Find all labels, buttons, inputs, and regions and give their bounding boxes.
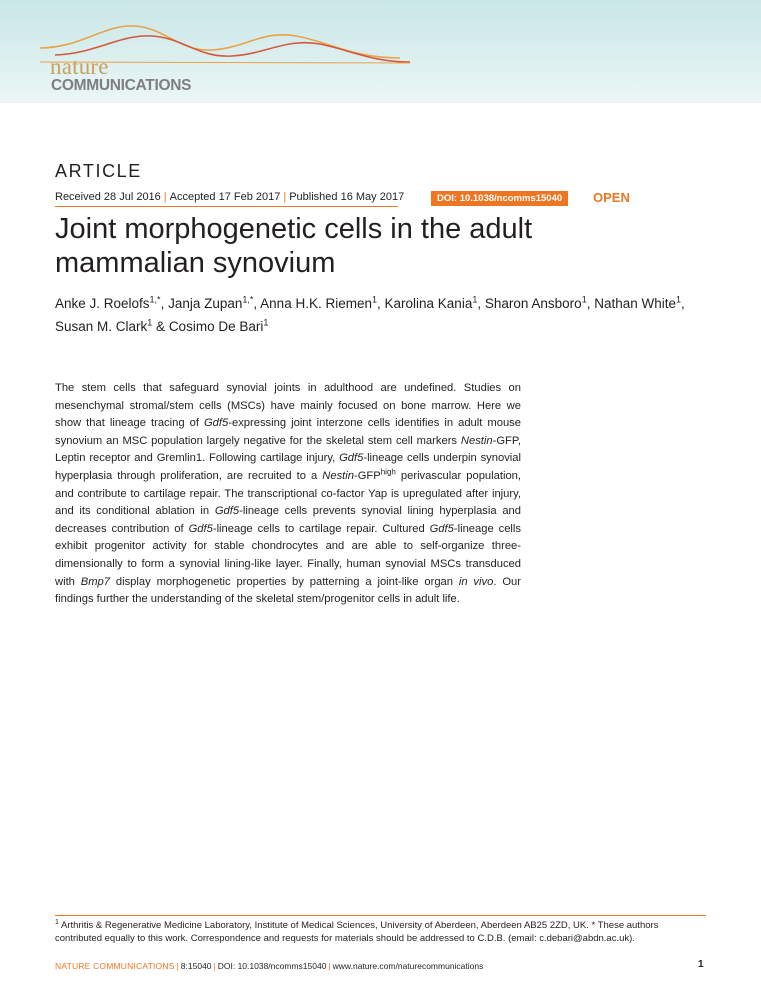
article-dates [55, 190, 405, 204]
author[interactable]: Cosimo De Bari [168, 319, 264, 334]
abstract-text: The stem cells that safeguard synovial joints in adulthood are undefined. Studies on mesenchymal stromal/stem cells (MSCs) have mainly focused on bone marrow. Here we show that lineage tracing of [55, 382, 521, 430]
abstract-text: -lineage cells prevents synovial lining hyperplasia and decreases contribution of [55, 505, 521, 535]
published-date: Published 16 May 2017 [289, 191, 405, 203]
footer-doi[interactable]: DOI: 10.1038/ncomms15040 [217, 961, 327, 971]
author-affiliation: 1,* [149, 294, 161, 305]
author-list: Anke J. Roelofs$^{1,*}$, Janja Zupan$^{1,*}$, Anna H.K. Riemen$^1$, Karolina Kania$^1$, Sharon Ansboro$^1$, Nathan White$^1$, Susan M. Clark$^1$ & Cosimo De Bari$^1$ [55, 294, 685, 334]
abstract-text: -GFP [354, 469, 381, 482]
author[interactable]: Anna H.K. Riemen [260, 296, 372, 311]
author-affiliation: 1 [371, 294, 377, 305]
gene-name: Gdf5 [339, 452, 364, 465]
abstract-text: -GFP, Leptin receptor and Gremlin1. Following cartilage injury, [55, 434, 521, 465]
footer-separator: | [176, 961, 179, 971]
abstract [55, 380, 521, 609]
journal-logo-nature: nature [50, 54, 109, 79]
gene-name: Gdf5 [203, 417, 229, 430]
abstract-text: display morphogenetic properties by patterning a joint-like organ [110, 575, 459, 588]
abstract-text: -lineage cells to cartilage repair. Cultured [212, 522, 430, 535]
author[interactable]: Nathan White [594, 296, 677, 311]
author[interactable]: Anke J. Roelofs [55, 296, 150, 311]
footnote-marker: 1 [55, 918, 59, 926]
page-footer [55, 960, 706, 972]
footer-url[interactable]: www.nature.com/naturecommunications [332, 961, 484, 971]
article-title: Joint morphogenetic cells in the adult mammalian synovium [55, 213, 533, 279]
date-separator: | [163, 191, 167, 203]
doi-badge[interactable]: DOI: 10.1038/ncomms15040 [431, 191, 568, 206]
author-affiliation: 1 [263, 317, 269, 328]
author-affiliation: 1 [581, 294, 587, 305]
author-affiliation: 1 [147, 317, 153, 328]
accepted-date: Accepted 17 Feb 2017 [169, 191, 281, 203]
gene-name: Gdf5 [429, 522, 454, 535]
journal-logo-communications: COMMUNICATIONS [51, 77, 192, 94]
author[interactable]: Susan M. Clark [55, 319, 148, 334]
page-number: 1 [698, 959, 704, 970]
abstract-text: . Our findings further the understanding of the skeletal stem/progenitor cells in adult life. [55, 575, 521, 606]
gene-name: Nestin [460, 434, 493, 447]
gene-name: Gdf5 [188, 522, 213, 535]
article-type-label: ARTICLE [55, 161, 142, 181]
in-vivo-term: in vivo [458, 575, 494, 588]
gene-name: Nestin [322, 469, 354, 482]
footer-volume: 8:15040 [180, 961, 212, 971]
affiliation-footnote [55, 919, 706, 945]
footnote-text: Arthritis & Regenerative Medicine Laboratory, Institute of Medical Sciences, University of Aberdeen, Aberdeen AB25 2ZD, UK. * These authors contributed equally to this work. Correspondence and requests for materials should be addressed to C.D.B. (email: c.debari@abdn.ac.uk). [55, 920, 659, 944]
author-affiliation: 1,* [242, 294, 254, 305]
author[interactable]: Sharon Ansboro [484, 296, 582, 311]
footer-separator: | [328, 961, 331, 971]
abstract-text: perivascular population, and contribute to cartilage repair. The transcriptional co-factor Yap is upregulated after injury, and its conditional ablation in [55, 469, 521, 518]
abstract-text: -expressing joint interzone cells identifies in adult mouse synovium an MSC population largely negative for the skeletal stem cell markers [55, 417, 521, 447]
abstract-text: -lineage cells underpin synovial hyperplasia through proliferation, are recruited to a [55, 452, 521, 482]
author[interactable]: Karolina Kania [384, 296, 473, 311]
gene-name: Bmp7 [80, 575, 110, 588]
superscript-high: high [380, 467, 396, 477]
author-affiliation: 1 [676, 294, 682, 305]
gene-name: Gdf5 [214, 505, 240, 518]
footer-journal-name: NATURE COMMUNICATIONS [55, 961, 175, 971]
open-access-label: OPEN [593, 190, 630, 205]
dates-divider [55, 206, 398, 207]
author[interactable]: Janja Zupan [168, 296, 243, 311]
received-date: Received 28 Jul 2016 [55, 191, 161, 203]
footer-separator: | [213, 961, 216, 971]
abstract-text: -lineage cells exhibit progenitor activity for stable chondrocytes and are able to self-organize three-dimensionally to form a synovial lining-like layer. Finally, human synovial MSCs transduced with [55, 522, 521, 588]
author-affiliation: 1 [472, 294, 478, 305]
footnote-divider [55, 915, 706, 916]
date-separator: | [283, 191, 287, 203]
